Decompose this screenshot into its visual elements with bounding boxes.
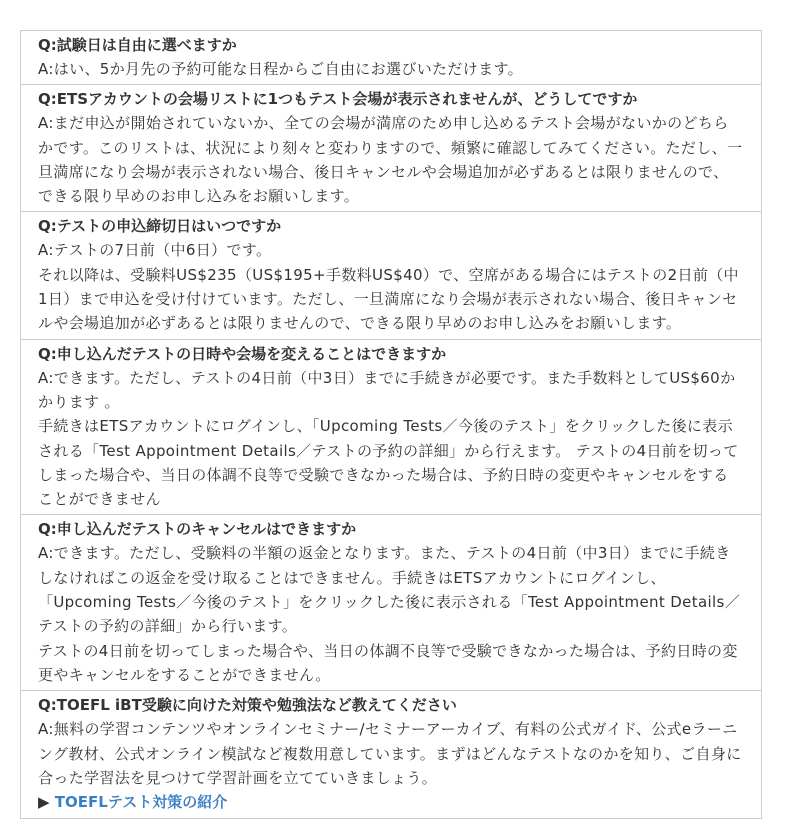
faq-answer: A:できます。ただし、受験料の半額の返金となります。また、テストの4日前（中3日）までに手続きしなければこの返金を受け取ることはできません。手続きはETSアカウントにログインし、「Upcoming Tests／今後のテスト」をクリックした後に表示される「Test Appointment Details／テストの予約の詳細」から行います。 xyxy=(38,544,741,636)
faq-item-reschedule xyxy=(21,340,761,516)
faq-answer-detail: それ以降は、受験料US$235（US$195+手数料US$40）で、空席がある場合にはテストの2日前（中1日）まで申込を受け付けています。ただし、一旦満席になり会場が表示されない場合、後日キャンセルや会場追加が必ずあるとは限りませんので、できる限り早めのお申し込みをお願いします。 xyxy=(38,265,739,333)
faq-answer: A:はい、5か月先の予約可能な日程からご自由にお選びいただけます。 xyxy=(38,60,523,78)
faq-item-venue-list xyxy=(21,85,761,212)
faq-answer: A:無料の学習コンテンツやオンラインセミナー/セミナーアーカイブ、有料の公式ガイド、公式eラーニング教材、公式オンライン模試など複数用意しています。まずはどんなテストなのかを知り、ご自身に合った学習法を見つけて学習計画を立てていきましょう。 xyxy=(38,720,742,787)
faq-list xyxy=(20,30,762,819)
faq-question: Q:TOEFL iBT受験に向けた対策や勉強法など教えてください xyxy=(38,696,457,715)
faq-question: Q:ETSアカウントの会場リストに1つもテスト会場が表示されませんが、どうしてですか xyxy=(38,90,638,109)
faq-answer: A:まだ申込が開始されていないか、全ての会場が満席のため申し込めるテスト会場がないかのどちらかです。このリストは、状況により刻々と変わりますので、頻繁に確認してみてください。ただし、一旦満席になり会場が表示されない場合、後日キャンセルや会場追加が必ずあるとは限りませんので、できる限り早めのお申し込みをお願いします。 xyxy=(38,114,743,206)
study-link-row xyxy=(38,790,743,814)
faq-question: Q:試験日は自由に選べますか xyxy=(38,36,237,54)
faq-answer: A:できます。ただし、テストの4日前（中3日）までに手続きが必要です。また手数料としてUS$60かかります 。 xyxy=(38,368,736,411)
faq-item-exam-date xyxy=(21,31,761,85)
faq-answer-detail: 手続きはETSアカウントにログインし、「Upcoming Tests／今後のテスト」をクリックした後に表示される「Test Appointment Details／テストの予約の詳細」から行えます。 テストの4日前を切ってしまった場合や、当日の体調不良等で受験できなかった場合は、予約日時の変更やキャンセルをすることができません xyxy=(38,417,739,509)
faq-item-cancel xyxy=(21,515,761,691)
toefl-study-link[interactable]: TOEFLテスト対策の紹介 xyxy=(54,793,228,812)
faq-question: Q:申し込んだテストの日時や会場を変えることはできますか xyxy=(38,344,447,363)
faq-answer: A:テストの7日前（中6日）です。 xyxy=(38,241,272,260)
faq-item-deadline xyxy=(21,212,761,339)
faq-question: Q:申し込んだテストのキャンセルはできますか xyxy=(38,520,357,539)
faq-question: Q:テストの申込締切日はいつですか xyxy=(38,217,282,236)
triangle-right-icon: ▶ xyxy=(38,793,50,812)
faq-answer-detail: テストの4日前を切ってしまった場合や、当日の体調不良等で受験できなかった場合は、予約日時の変更やキャンセルをすることができません。 xyxy=(38,641,738,684)
faq-item-study-methods xyxy=(21,691,761,818)
